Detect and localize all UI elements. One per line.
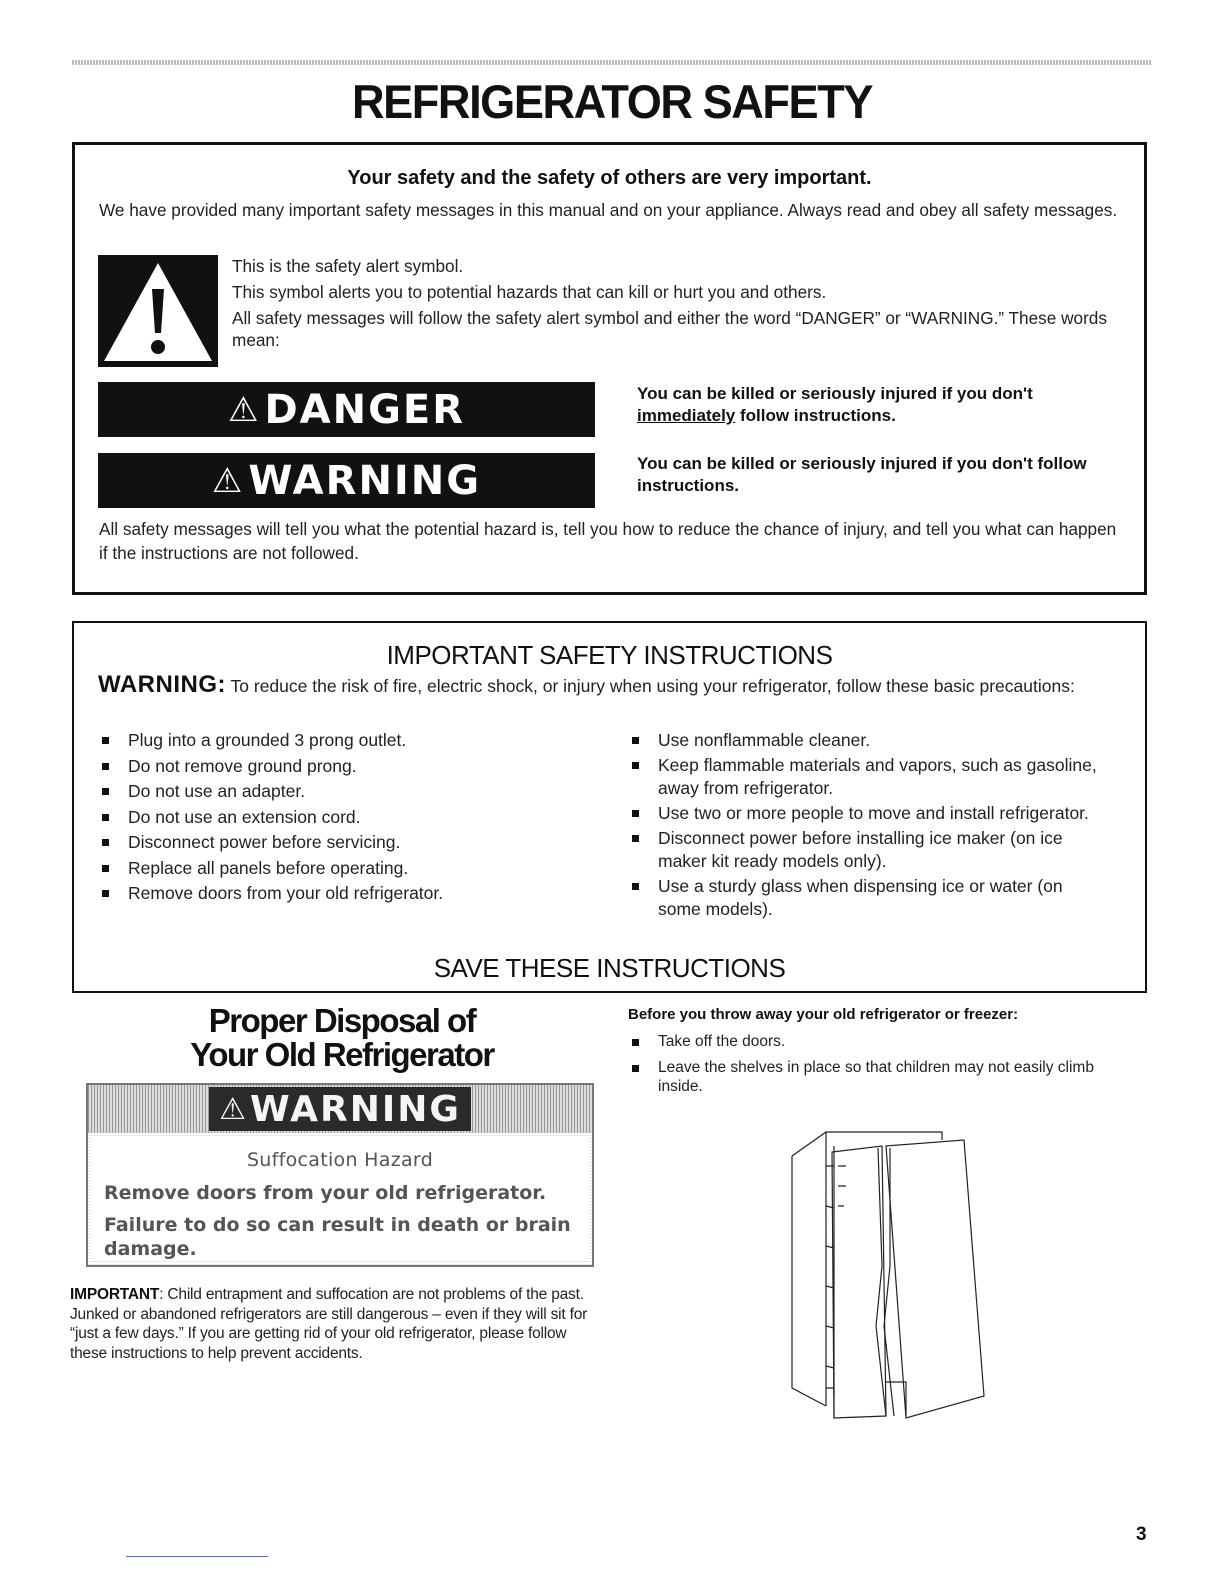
- isi-title: IMPORTANT SAFETY INSTRUCTIONS: [386, 640, 833, 670]
- hazard-name: Suffocation Hazard: [246, 1149, 434, 1171]
- isi-warning-paragraph: [98, 673, 1118, 698]
- safety-alert-symbol-icon: [98, 255, 218, 367]
- alert-line: All safety messages will follow the safety alert symbol and either the word “DANGER” or “WARNING.” These words mean:: [232, 308, 1107, 350]
- list-item: Take off the doors.: [630, 1032, 1130, 1051]
- hazard-instruction: Remove doors from your old refrigerator.: [104, 1182, 547, 1204]
- warning-definition: You can be killed or seriously injured if you don't follow instructions.: [637, 454, 1087, 495]
- precautions-list-left: [100, 729, 550, 908]
- important-safety-instructions-box: [72, 621, 1147, 993]
- alert-triangle-icon: ⚠: [219, 1091, 249, 1127]
- suffocation-warning-box: [86, 1083, 594, 1267]
- top-decorative-rule: [72, 60, 1152, 65]
- isi-warning-label: WARNING:: [98, 671, 226, 698]
- alert-line: This symbol alerts you to potential hazards that can kill or hurt you and others.: [232, 282, 827, 302]
- list-item: Use a sturdy glass when dispensing ice or water (on some models).: [630, 875, 1100, 921]
- disposal-heading-line: Your Old Refrigerator: [190, 1036, 494, 1073]
- warning-signal-bar: [98, 453, 595, 508]
- alert-line: This is the safety alert symbol.: [232, 256, 464, 276]
- intro-outro-text: All safety messages will tell you what the potential hazard is, tell you how to reduce the chance of injury, and tell you what can happen if the instructions are not followed.: [99, 519, 1117, 563]
- intro-heading: Your safety and the safety of others are very important.: [347, 167, 872, 189]
- danger-definition: [637, 383, 1127, 427]
- precautions-list-right: [630, 729, 1100, 923]
- safety-intro-box: [72, 142, 1147, 595]
- alert-triangle-icon: ⚠: [227, 389, 261, 430]
- hazard-consequence: Failure to do so can result in death or brain damage.: [104, 1214, 571, 1260]
- warning-signal-word: [209, 1087, 471, 1131]
- important-paragraph: [70, 1285, 595, 1363]
- list-item: Disconnect power before installing ice maker (on ice maker kit ready models only).: [630, 827, 1100, 873]
- save-instructions-title: SAVE THESE INSTRUCTIONS: [433, 953, 786, 983]
- list-item: Plug into a grounded 3 prong outlet.: [100, 729, 550, 752]
- throw-away-list: [630, 1032, 1130, 1103]
- warning-label: WARNING: [248, 457, 482, 504]
- page-title: REFRIGERATOR SAFETY: [352, 75, 872, 128]
- danger-definition-emphasis: immediately: [637, 406, 736, 425]
- list-item: Keep flammable materials and vapors, such as gasoline, away from refrigerator.: [630, 754, 1100, 800]
- list-item: Leave the shelves in place so that children may not easily climb inside.: [630, 1058, 1130, 1096]
- footer-rule: [126, 1556, 268, 1557]
- warning-box-header: [88, 1085, 592, 1133]
- danger-definition-post: follow instructions.: [735, 406, 896, 425]
- throw-away-heading: Before you throw away your old refrigerator or freezer:: [628, 1006, 1019, 1023]
- list-item: Use nonflammable cleaner.: [630, 729, 1100, 752]
- list-item: Do not use an extension cord.: [100, 806, 550, 829]
- alert-triangle-icon: ⚠: [211, 460, 245, 501]
- refrigerator-illustration: [786, 1126, 986, 1422]
- isi-warning-text: To reduce the risk of fire, electric shock, or injury when using your refrigerator, follow these basic precautions:: [225, 676, 1075, 696]
- list-item: Remove doors from your old refrigerator.: [100, 882, 550, 905]
- danger-signal-bar: [98, 382, 595, 437]
- disposal-heading-line: Proper Disposal of: [208, 1002, 476, 1039]
- disposal-heading: [92, 1004, 592, 1072]
- danger-definition-pre: You can be killed or seriously injured if you don't: [637, 384, 1033, 403]
- warning-triangle-icon: [98, 255, 218, 367]
- side-by-side-refrigerator-illustration: [786, 1126, 986, 1422]
- danger-label: DANGER: [264, 386, 466, 433]
- list-item: Do not remove ground prong.: [100, 755, 550, 778]
- warning-box-body: [92, 1137, 588, 1261]
- important-label: IMPORTANT: [70, 1286, 160, 1303]
- alert-symbol-explanation: [232, 255, 1112, 355]
- important-text: : Child entrapment and suffocation are not problems of the past. Junked or abandoned refrigerators are still dangerous – even if they will sit for “just a few days.” If you are getting rid of your old refrigerator, please follow these instructions to help prevent accidents.: [70, 1286, 588, 1362]
- list-item: Use two or more people to move and install refrigerator.: [630, 802, 1100, 825]
- list-item: Do not use an adapter.: [100, 780, 550, 803]
- intro-text: We have provided many important safety messages in this manual and on your appliance. Always read and obey all safety messages.: [99, 200, 1118, 220]
- list-item: Disconnect power before servicing.: [100, 831, 550, 854]
- page-number: 3: [1136, 1524, 1147, 1545]
- list-item: Replace all panels before operating.: [100, 857, 550, 880]
- warning-box-label: WARNING: [250, 1088, 461, 1130]
